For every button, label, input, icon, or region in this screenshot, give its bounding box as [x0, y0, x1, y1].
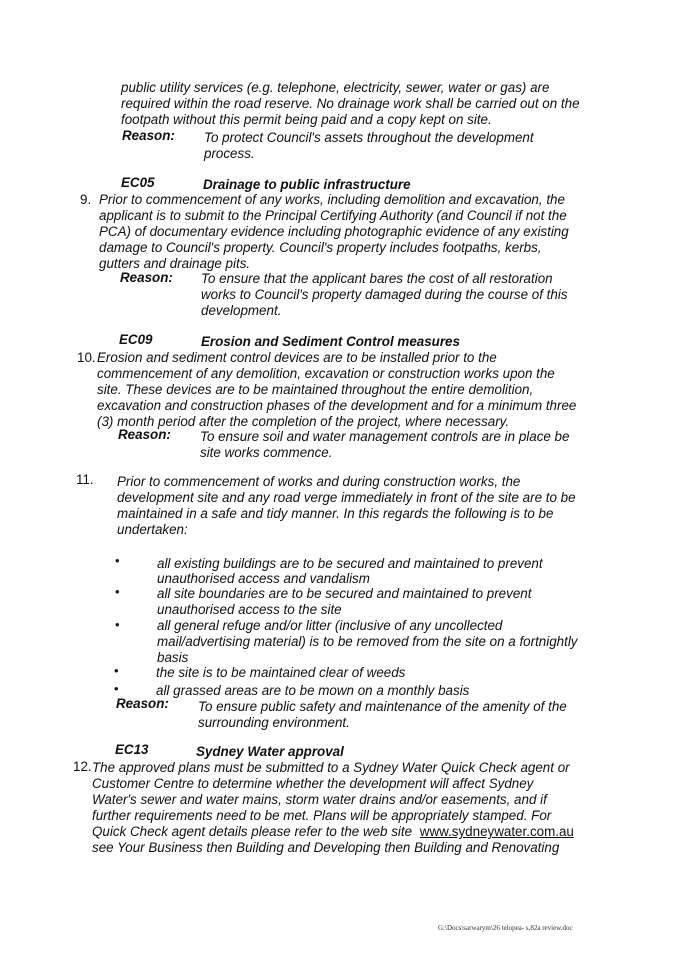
- bullet-icon: •: [114, 681, 119, 696]
- condition-line: undertaken:: [117, 522, 188, 537]
- condition-line: [92, 824, 574, 839]
- condition-number: 11.: [76, 472, 94, 487]
- reason-label: Reason:: [120, 270, 173, 285]
- condition-title: Sydney Water approval: [196, 744, 344, 759]
- list-item: all grassed areas are to be mown on a monthly basis: [156, 683, 470, 698]
- bullet-icon: •: [115, 617, 120, 632]
- list-item: all general refuge and/or litter (inclusive of any uncollected: [157, 618, 503, 633]
- condition-number: 10.: [77, 350, 96, 365]
- intro-line: required within the road reserve. No drainage work shall be carried out on the: [121, 96, 580, 111]
- bullet-icon: •: [115, 584, 120, 599]
- condition-title: Drainage to public infrastructure: [203, 177, 411, 192]
- reason-text: To protect Council's assets throughout the development: [204, 130, 534, 145]
- condition-line: (3) month period after the completion of the project, where necessary.: [97, 414, 510, 429]
- list-item: all site boundaries are to be secured and maintained to prevent: [157, 586, 532, 601]
- condition-line: Water's sewer and water mains, storm water drains and/or easements, and if: [92, 792, 547, 807]
- condition-line: excavation and construction phases of the development and for a minimum three: [97, 398, 577, 413]
- reason-text: works to Council's property damaged during the course of this: [201, 287, 568, 302]
- reason-text: surrounding environment.: [198, 715, 350, 730]
- condition-line: commencement of any demolition, excavation or construction works upon the: [97, 366, 555, 381]
- condition-line: Prior to commencement of works and during construction works, the: [117, 474, 521, 489]
- reason-label: Reason:: [122, 128, 175, 143]
- list-item: all existing buildings are to be secured and maintained to prevent: [157, 556, 543, 571]
- reason-text: development.: [201, 303, 282, 318]
- condition-line: gutters and drainage pits.: [99, 256, 251, 271]
- reason-label: Reason:: [116, 696, 169, 711]
- list-item: unauthorised access to the site: [157, 602, 342, 617]
- reason-text: To ensure public safety and maintenance of the amenity of the: [198, 699, 567, 714]
- reason-text: To ensure that the applicant bares the cost of all restoration: [201, 271, 553, 286]
- condition-line: maintained in a safe and tidy manner. In this regards the following is to be: [117, 506, 554, 521]
- bullet-icon: •: [114, 663, 119, 678]
- reason-label: Reason:: [118, 427, 171, 442]
- condition-text: Quick Check agent details please refer to the web site: [92, 824, 413, 839]
- intro-line: footpath without this permit being paid and a copy kept on site.: [121, 112, 492, 127]
- file-path-footer: G:\Docs\sarwarym\26 telopea- s,82a review.doc: [438, 924, 573, 932]
- condition-line: damage to Council's property. Council's property includes footpaths, kerbs,: [99, 240, 542, 255]
- condition-line: see Your Business then Building and Developing then Building and Renovating: [92, 840, 560, 855]
- condition-line: Erosion and sediment control devices are to be installed prior to the: [97, 350, 497, 365]
- condition-number: 12.: [73, 759, 92, 774]
- condition-code: EC05: [121, 175, 155, 190]
- list-item: the site is to be maintained clear of weeds: [156, 665, 406, 680]
- condition-line: PCA) of documentary evidence including photographic evidence of any existing: [99, 224, 569, 239]
- condition-number: 9.: [80, 192, 92, 207]
- reason-text: site works commence.: [200, 445, 333, 460]
- condition-title: Erosion and Sediment Control measures: [201, 334, 460, 349]
- reason-text: process.: [204, 146, 255, 161]
- condition-line: further requirements need to be met. Plans will be appropriately stamped. For: [92, 808, 552, 823]
- list-item: unauthorised access and vandalism: [157, 571, 370, 586]
- condition-code: EC09: [119, 332, 153, 347]
- condition-code: EC13: [115, 742, 149, 757]
- sydney-water-link[interactable]: www.sydneywater.com.au: [419, 824, 574, 839]
- list-item: mail/advertising material) is to be removed from the site on a fortnightly: [157, 634, 578, 649]
- condition-line: applicant is to submit to the Principal Certifying Authority (and Council if not the: [99, 208, 567, 223]
- condition-line: Prior to commencement of any works, including demolition and excavation, the: [99, 192, 565, 207]
- condition-line: Customer Centre to determine whether the development will affect Sydney: [92, 776, 534, 791]
- bullet-icon: •: [115, 553, 120, 568]
- condition-line: site. These devices are to be maintained throughout the entire demolition,: [97, 382, 534, 397]
- condition-line: development site and any road verge immediately in front of the site are to be: [117, 490, 576, 505]
- condition-line: The approved plans must be submitted to a Sydney Water Quick Check agent or: [92, 760, 570, 775]
- intro-line: public utility services (e.g. telephone, electricity, sewer, water or gas) are: [121, 80, 550, 95]
- reason-text: To ensure soil and water management controls are in place be: [200, 429, 570, 444]
- list-item: basis: [157, 650, 189, 665]
